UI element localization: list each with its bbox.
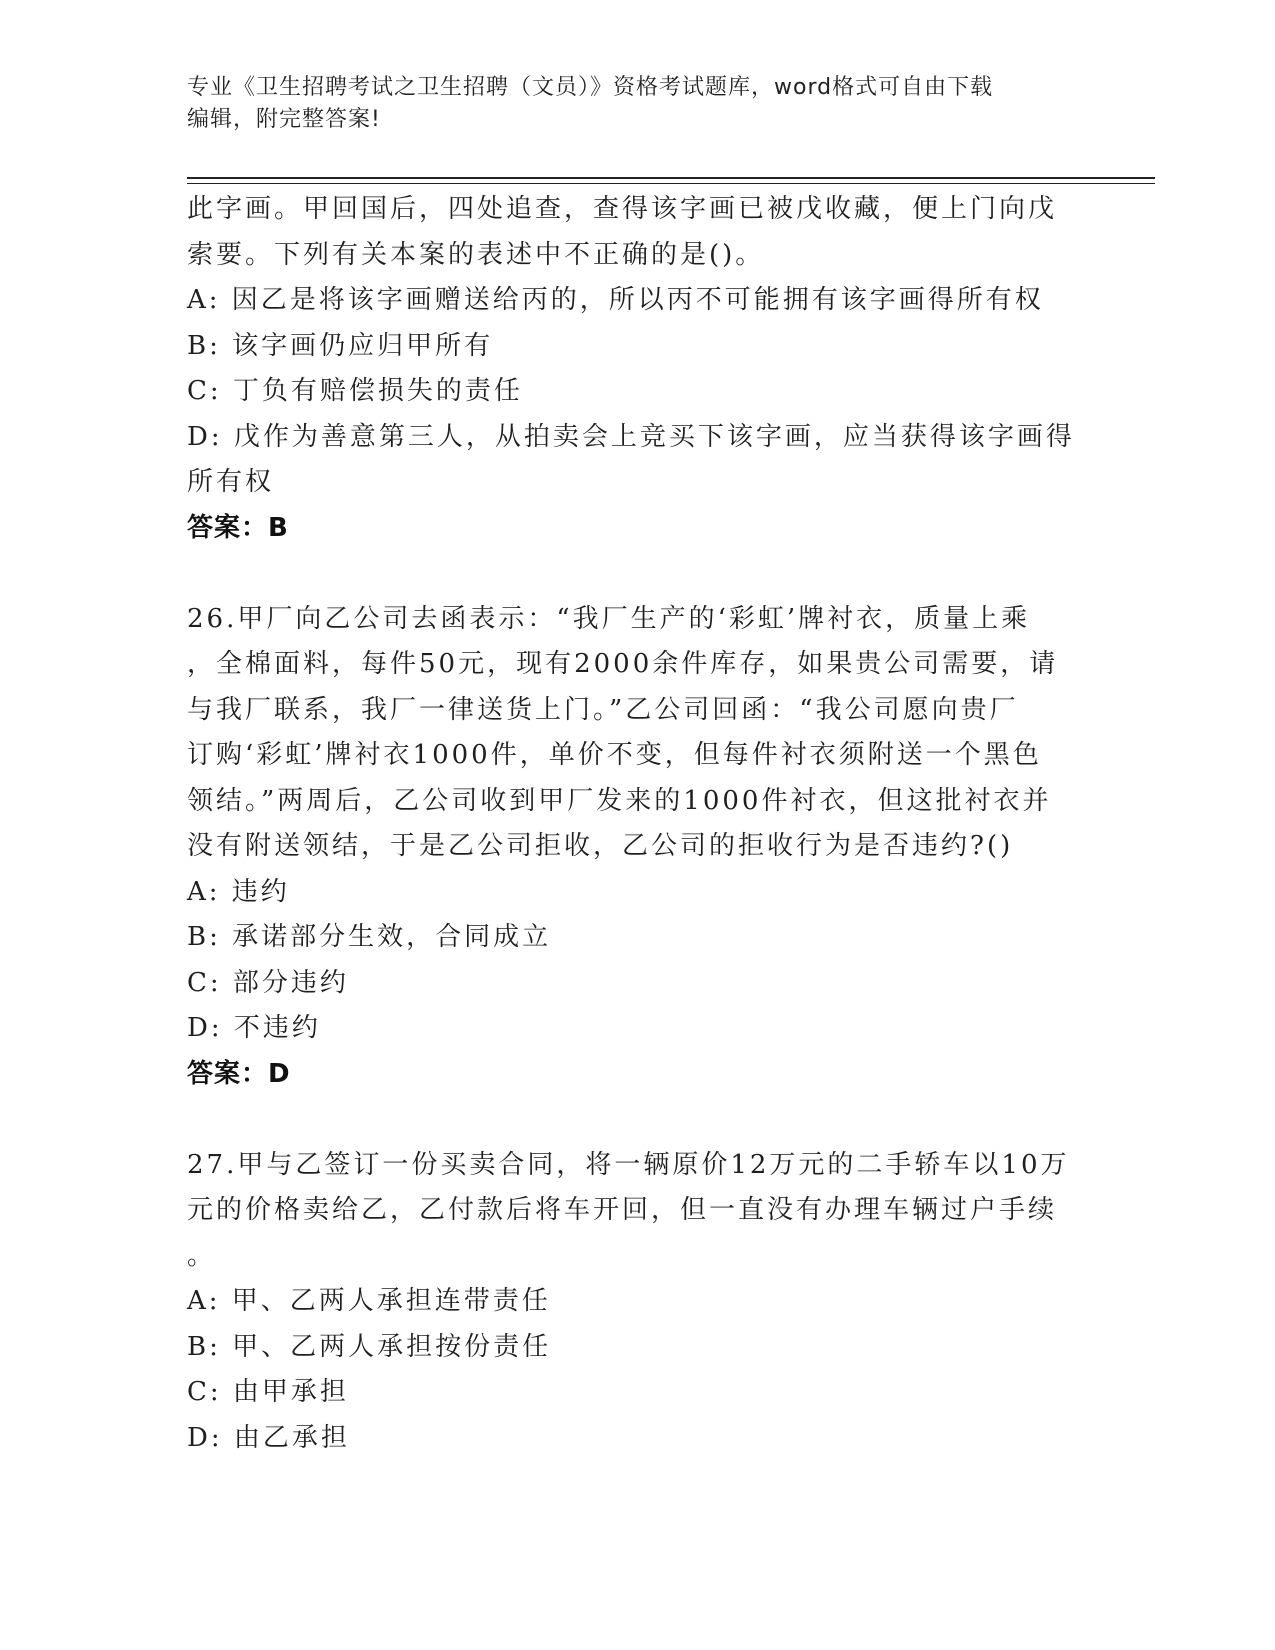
question-stem-line: ，全棉面料，每件50元，现有2000余件库存，如果贵公司需要，请: [187, 649, 1059, 679]
header-rule-thin: [187, 183, 1155, 184]
option-b: B: 该字画仍应归甲所有: [187, 330, 494, 361]
question-stem-line: 26.甲厂向乙公司去函表示：“我厂生产的‘彩虹’牌衬衣，质量上乘: [187, 603, 1031, 634]
question-stem-line: 没有附送领结，于是乙公司拒收，乙公司的拒收行为是否违约?(): [187, 831, 1014, 861]
question-stem-line: 元的价格卖给乙，乙付款后将车开回，但一直没有办理车辆过户手续: [187, 1195, 1058, 1225]
question-stem-line: 领结。”两周后，乙公司收到甲厂发来的1000件衬衣，但这批衬衣并: [187, 785, 1052, 816]
question-content: [187, 187, 1087, 1461]
question-stem-line: 27.甲与乙签订一份买卖合同，将一辆原价12万元的二手轿车以10万: [187, 1149, 1070, 1180]
header-line-2: 编辑，附完整答案!: [187, 107, 381, 132]
answer-label: 答案：D: [187, 1058, 291, 1089]
question-stem-line: 索要。下列有关本案的表述中不正确的是()。: [187, 239, 765, 270]
question-stem-line: 与我厂联系，我厂一律送货上门。”乙公司回函：“我公司愿向贵厂: [187, 694, 1019, 725]
spacer: [187, 551, 1087, 597]
question-stem-line: 此字画。甲回国后，四处追查，查得该字画已被戊收藏，便上门向戊: [187, 194, 1058, 224]
header-line-1: 专业《卫生招聘考试之卫生招聘（文员）》资格考试题库，word格式可自由下载: [187, 75, 994, 100]
option-d-continuation: 所有权: [187, 467, 275, 497]
question-25: [187, 187, 1087, 551]
option-d: D: 不违约: [187, 1013, 321, 1043]
spacer: [187, 1097, 1087, 1143]
question-stem-line: 。: [187, 1240, 217, 1271]
option-b: B: 承诺部分生效，合同成立: [187, 922, 552, 952]
option-c: C: 丁负有赔偿损失的责任: [187, 376, 523, 406]
question-26: [187, 597, 1087, 1098]
option-d: D: 戊作为善意第三人，从拍卖会上竞买下该字画，应当获得该字画得: [187, 421, 1075, 452]
header-rule-thick: [187, 177, 1155, 179]
page-header: [187, 72, 1087, 136]
option-d: D: 由乙承担: [187, 1422, 350, 1453]
option-c: C: 由甲承担: [187, 1377, 349, 1407]
option-b: B: 甲、乙两人承担按份责任: [187, 1331, 552, 1362]
option-c: C: 部分违约: [187, 967, 349, 998]
option-a: A: 违约: [187, 876, 290, 907]
answer-label: 答案：B: [187, 512, 289, 543]
question-27: [187, 1143, 1087, 1462]
question-stem-line: 订购‘彩虹’牌衬衣1000件，单价不变，但每件衬衣须附送一个黑色: [187, 740, 1042, 770]
option-a: A: 因乙是将该字画赠送给丙的，所以丙不可能拥有该字画得所有权: [187, 285, 1044, 315]
option-a: A: 甲、乙两人承担连带责任: [187, 1286, 551, 1316]
